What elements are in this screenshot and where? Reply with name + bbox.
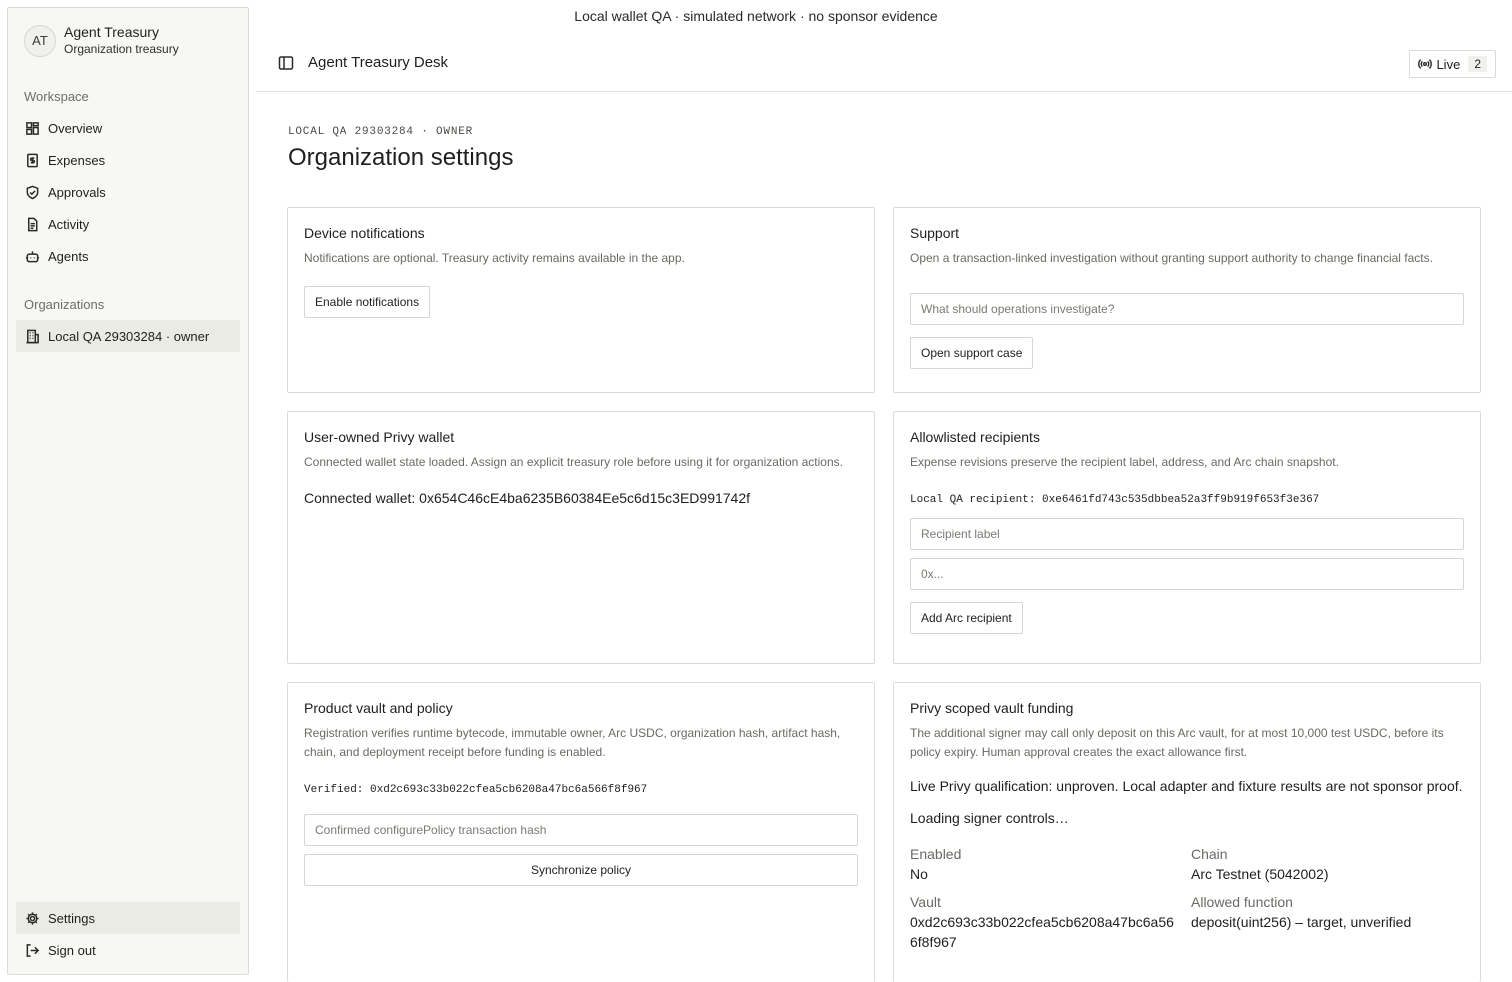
building-icon [24,328,40,344]
grid-icon [24,120,40,136]
top-bar [256,40,1512,92]
brand-title: Agent Treasury [64,24,159,40]
vault-label: Vault [910,894,941,910]
sidebar-item-expenses[interactable] [16,144,240,176]
live-status-button[interactable] [1409,50,1496,78]
live-count-badge: 2 [1468,56,1487,72]
sidebar-item-activity[interactable] [16,208,240,240]
bot-icon [24,248,40,264]
sidebar-item-organization[interactable] [16,320,240,352]
policy-hash-input[interactable]: Confirmed configurePolicy transaction hash [304,814,858,846]
page-eyebrow: LOCAL QA 29303284 · OWNER [288,126,474,138]
card-description: Registration verifies runtime bytecode, immutable owner, Arc USDC, organization hash, artifact hash, chain, and deployment receipt before funding is enabled. [304,726,841,759]
sign-out-button[interactable] [16,934,240,966]
support-question-input[interactable]: What should operations investigate? [910,293,1464,325]
privy-wallet-card [287,411,875,664]
loading-signer-controls: Loading signer controls… [910,810,1069,826]
sidebar-item-label: Agents [48,248,89,264]
card-description: Notifications are optional. Treasury activity remains available in the app. [304,251,685,265]
allowed-function-label: Allowed function [1191,894,1293,910]
enable-notifications-button[interactable]: Enable notifications [304,286,430,318]
sidebar-item-label: Local QA 29303284 · owner [48,328,210,344]
organizations-label: Organizations [24,297,105,312]
enabled-label: Enabled [910,846,962,862]
sidebar-item-overview[interactable] [16,112,240,144]
verified-vault-address: Verified: 0xd2c693c33b022cfea5cb6208a47bc6a566f8f967 [304,784,648,796]
sidebar-item-label: Sign out [48,942,96,958]
signer-details [910,844,1464,952]
card-title: Support [910,225,960,241]
page-title: Organization settings [288,144,514,171]
sidebar-item-approvals[interactable] [16,176,240,208]
gear-icon [24,910,40,926]
device-notifications-card [287,207,875,393]
enabled-value: No [910,866,928,882]
card-title: Privy scoped vault funding [910,700,1074,716]
broadcast-icon [1418,57,1432,71]
card-title: Product vault and policy [304,700,453,716]
sidebar-item-settings[interactable] [16,902,240,934]
qualification-status: Live Privy qualification: unproven. Local adapter and fixture results are not sponsor proof. [910,778,1463,794]
connected-wallet-address: Connected wallet: 0x654C46cE4ba6235B60384Ee5c6d15c3ED991742f [304,490,751,506]
sidebar [7,7,249,975]
add-arc-recipient-button[interactable]: Add Arc recipient [910,602,1023,634]
card-description: The additional signer may call only deposit on this Arc vault, for at most 10,000 test USDC, before its policy expiry. Human approval creates the exact allowance first. [910,726,1444,759]
card-title: Device notifications [304,225,425,241]
header-title: Agent Treasury Desk [308,54,449,71]
receipt-dollar-icon [24,152,40,168]
live-label: Live [1436,56,1461,72]
recipient-address-input[interactable]: 0x... [910,558,1464,590]
allowed-function-value: deposit(uint256) – target, unverified [1191,914,1412,930]
workspace-label: Workspace [24,89,89,104]
card-title: User-owned Privy wallet [304,429,455,445]
synchronize-policy-button[interactable]: Synchronize policy [304,854,858,886]
recipient-list-item: Local QA recipient: 0xe6461fd743c535dbbea52a3ff9b919f653f3e367 [910,494,1320,506]
sidebar-item-label: Approvals [48,184,106,200]
chain-label: Chain [1191,846,1228,862]
sidebar-item-label: Activity [48,216,90,232]
brand[interactable] [24,24,179,57]
environment-banner: Local wallet QA · simulated network · no sponsor evidence [574,8,938,24]
sign-out-icon [24,942,40,958]
sidebar-item-label: Settings [48,910,95,926]
allowlisted-recipients-card [893,411,1481,664]
scoped-vault-funding-card [893,682,1481,982]
recipient-label-input[interactable]: Recipient label [910,518,1464,550]
open-support-case-button[interactable]: Open support case [910,337,1033,369]
shield-check-icon [24,184,40,200]
sidebar-item-label: Overview [48,120,103,136]
chain-value: Arc Testnet (5042002) [1191,866,1329,882]
toggle-sidebar-icon[interactable] [278,55,294,71]
card-description: Open a transaction-linked investigation without granting support authority to change financial facts. [910,251,1433,265]
sidebar-item-label: Expenses [48,152,106,168]
document-icon [24,216,40,232]
card-title: Allowlisted recipients [910,429,1040,445]
brand-subtitle: Organization treasury [64,42,179,56]
vault-value: 0xd2c693c33b022cfea5cb6208a47bc6a566f8f967 [910,914,1174,950]
card-description: Expense revisions preserve the recipient label, address, and Arc chain snapshot. [910,455,1339,469]
product-vault-card [287,682,875,982]
support-card [893,207,1481,393]
card-description: Connected wallet state loaded. Assign an explicit treasury role before using it for organization actions. [304,455,843,469]
avatar: AT [24,25,56,57]
sidebar-item-agents[interactable] [16,240,240,272]
